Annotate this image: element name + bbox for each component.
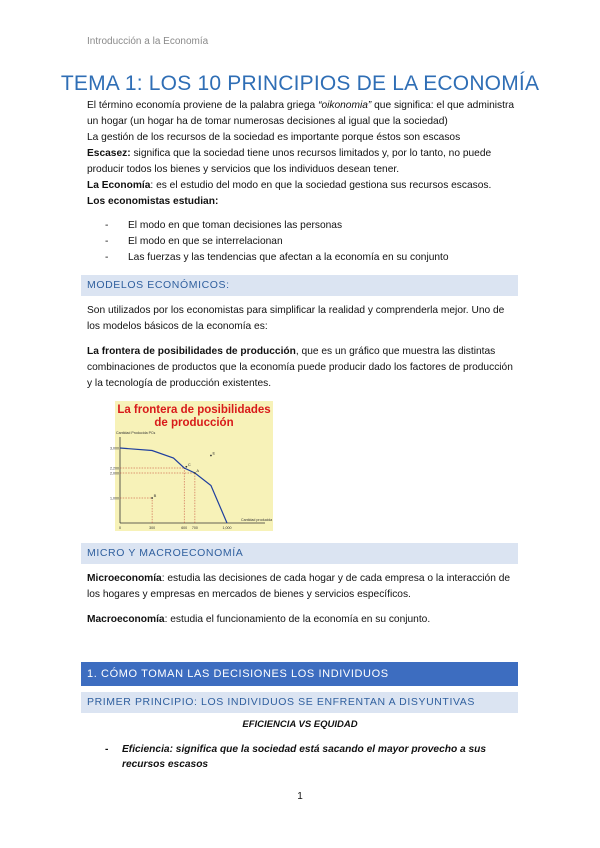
point-label: C	[187, 461, 191, 467]
list-item-text: Las fuerzas y las tendencias que afectan a la economía en su conjunto	[128, 252, 449, 263]
x-axis-label: Cantidad producida	[241, 518, 273, 522]
point-label: E	[212, 450, 216, 456]
modelos-paragraph-2	[87, 344, 517, 391]
intro-paragraph-4	[87, 178, 517, 194]
page-title: TEMA 1: LOS 10 PRINCIPIOS DE LA ECONOMÍA	[60, 72, 540, 95]
economia-text: : es el estudio del modo en que la sociedad gestiona sus recursos escasos.	[150, 180, 492, 191]
frontera-text: , que es un gráfico que muestra las distintas combinaciones de productos que la economía puede producir dado los factores de producción y la tecnología de producción existentes.	[87, 346, 513, 389]
y-tick-label: 1,000	[110, 496, 119, 501]
list-item: - Las fuerzas y las tendencias que afectan a la economía en su conjunto	[105, 252, 449, 263]
y-axis-label: Cantidad Producida PCs	[116, 431, 156, 435]
eficiencia-text: Eficiencia: significa que la sociedad está sacando el mayor provecho a sus recursos escasos	[122, 744, 487, 770]
y-tick-label: 2,000	[110, 471, 119, 476]
intro-paragraph-3	[87, 146, 517, 178]
x-tick-label: 0	[119, 526, 121, 530]
escasez-text: significa que la sociedad tiene unos recursos limitados y, por lo tanto, no puede producir todos los bienes y servicios que los individuos desean tener.	[87, 148, 492, 175]
x-tick-label: 1,000	[222, 526, 232, 530]
intro-p1-a: El término economía proviene de la palabra griega	[87, 100, 319, 111]
ppf-chart	[110, 401, 273, 531]
list-item-text: El modo en que se interrelacionan	[128, 236, 283, 247]
intro-paragraph-2: La gestión de los recursos de la sociedad es importante porque éstos son escasos	[87, 132, 461, 143]
section-heading-micromacro: MICRO Y MACROECONOMÍA	[81, 543, 518, 564]
list-item: - El modo en que toman decisiones las personas	[105, 220, 343, 231]
running-header: Introducción a la Economía	[87, 36, 209, 47]
subsection-heading-principio-1: PRIMER PRINCIPIO: LOS INDIVIDUOS SE ENFRENTAN A DISYUNTIVAS	[81, 692, 518, 713]
y-tick-label: 2,200	[110, 466, 119, 471]
frontera-label: La frontera de posibilidades de producción	[87, 346, 296, 357]
chart-title-line-2: de producción	[154, 417, 234, 429]
intro-p1-c: que significa: el que administra un hogar (un hogar ha de tomar numerosas decisiones al igual que la sociedad)	[87, 100, 515, 127]
intro-paragraph-1	[87, 98, 517, 130]
economia-label: La Economía	[87, 180, 151, 191]
modelos-paragraph-1: Son utilizados por los economistas para simplificar la realidad y comprenderla mejor. Uno de los modelos básicos de la economía es:	[87, 305, 505, 332]
chart-title-line-1: La frontera de posibilidades	[117, 404, 271, 416]
micro-label: Microeconomía	[87, 573, 162, 584]
list-item-text: El modo en que toman decisiones las personas	[128, 220, 343, 231]
escasez-label: Escasez:	[87, 148, 131, 159]
macro-paragraph	[87, 612, 517, 628]
page-number: 1	[297, 791, 303, 802]
x-tick-label: 300	[149, 526, 156, 530]
point-label: B	[153, 493, 157, 498]
eficiencia-list	[105, 742, 525, 772]
macro-text: : estudia el funcionamiento de la economía en su conjunto.	[164, 614, 431, 625]
point-label: A	[196, 468, 200, 473]
micro-text: : estudia las decisiones de cada hogar y de cada empresa o la interacción de los hogares y empresas en mercados de bienes y servicios específicos.	[87, 573, 511, 600]
x-tick-label: 700	[191, 526, 198, 530]
economists-study-list	[105, 218, 525, 266]
oikonomia-term: “oikonomia”	[318, 100, 372, 111]
intro-paragraph-5: Los economistas estudian:	[87, 196, 219, 207]
section-heading-1: 1. CÓMO TOMAN LAS DECISIONES LOS INDIVIDUOS	[81, 662, 518, 686]
list-item: - Eficiencia: significa que la sociedad está sacando el mayor provecho a sus recursos escasos	[105, 744, 487, 770]
section-heading-modelos: MODELOS ECONÓMICOS:	[81, 275, 518, 296]
centered-heading-eficiencia: EFICIENCIA VS EQUIDAD	[242, 719, 358, 730]
micro-paragraph	[87, 571, 517, 603]
y-tick-label: 3,000	[110, 446, 119, 451]
ppf-chart-svg	[110, 401, 273, 531]
macro-label: Macroeconomía	[87, 614, 165, 625]
list-item: - El modo en que se interrelacionan	[105, 236, 283, 247]
x-tick-label: 600	[181, 526, 188, 530]
